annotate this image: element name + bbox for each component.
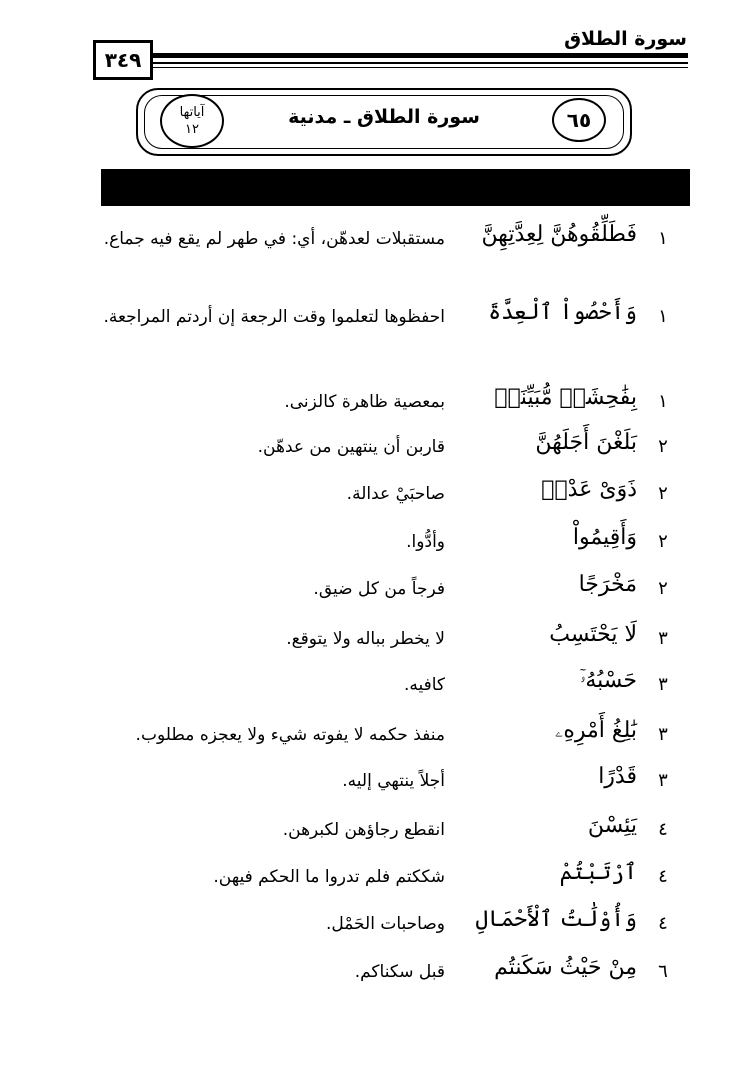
quran-word: بِفَٰحِشَةٖ مُّبَيِّنَةٖ [494,385,637,410]
verse-number: ٢ [658,483,668,504]
word-meaning: قبل سكناكم. [354,962,445,982]
surah-number-circle: ٦٥ [552,98,606,142]
word-meaning: قاربن أن ينتهين من عدهّن. [257,437,445,457]
word-meaning: بمعصية ظاهرة كالزنى. [284,392,445,412]
quran-word: فَطَلِّقُوهُنَّ لِعِدَّتِهِنَّ [481,222,637,247]
quran-word: مَخْرَجًا [578,572,637,597]
verse-number: ٤ [658,913,668,934]
word-meaning: وأدُّوا. [406,532,445,552]
quran-word: ٱرْتَبْتُمْ [559,860,637,885]
verse-number: ٤ [658,819,668,840]
word-meaning: أجلاً ينتهي إليه. [342,771,445,791]
verse-number: ٤ [658,866,668,887]
word-meaning: فرجاً من كل ضيق. [313,579,445,599]
running-title: سورة الطلاق [564,28,687,50]
verse-number: ٣ [658,770,668,791]
word-meaning: كافيه. [403,675,445,695]
verse-number: ٣ [658,628,668,649]
surah-title: سورة الطلاق ـ مدنية [288,106,480,128]
word-meaning: وصاحبات الحَمْل. [325,914,445,934]
word-meaning: منفذ حكمه لا يفوته شيء ولا يعجزه مطلوب. [135,725,445,745]
word-meaning: انقطع رجاؤهن لكبرهن. [282,820,445,840]
quran-word: ذَوَىْ عَدْلٖ [541,477,637,502]
verse-number: ١ [658,228,668,249]
quran-word: بَلَغْنَ أَجَلَهُنَّ [535,430,637,455]
word-meaning: مستقبلات لعدهّن، أي: في طهر لم يقع فيه جماع. [103,229,445,249]
quran-word: مِنْ حَيْثُ سَكَنتُم [494,955,637,980]
verse-number: ٦ [658,961,668,982]
verse-number: ٣ [658,674,668,695]
verse-number: ٢ [658,436,668,457]
word-meaning: شككتم فلم تدروا ما الحكم فيهن. [213,867,445,887]
quran-word: لَا يَحْتَسِبُ [549,622,637,647]
quran-word: وَأَحْصُواْ ٱلْعِدَّةَ [488,300,637,325]
verse-number: ١ [658,306,668,327]
verse-number: ٣ [658,724,668,745]
verse-number: ٢ [658,578,668,599]
quran-word: حَسْبُهُۥٓ [579,668,637,693]
ayat-count: ١٢ [185,122,199,137]
quran-word: وَأُوْلَٰتُ ٱلْأَحْمَالِ [475,907,637,932]
word-meaning: صاحبَيْ عدالة. [346,484,445,504]
quran-word: وَأَقِيمُواْ [572,525,637,550]
verse-number: ١ [658,391,668,412]
quran-word: قَدْرًا [598,764,637,789]
verse-number: ٢ [658,531,668,552]
page-number: ٣٤٩ [93,40,153,80]
quran-word: يَئِسْنَ [587,813,637,838]
word-meaning: لا يخطر بباله ولا يتوقع. [286,629,445,649]
word-meaning: احفظوها لتعلموا وقت الرجعة إن أردتم المراجعة. [103,307,445,327]
ayat-label: آياتها [179,105,205,120]
quran-word: بَٰلِغُ أَمْرِهِۦ [554,718,637,743]
